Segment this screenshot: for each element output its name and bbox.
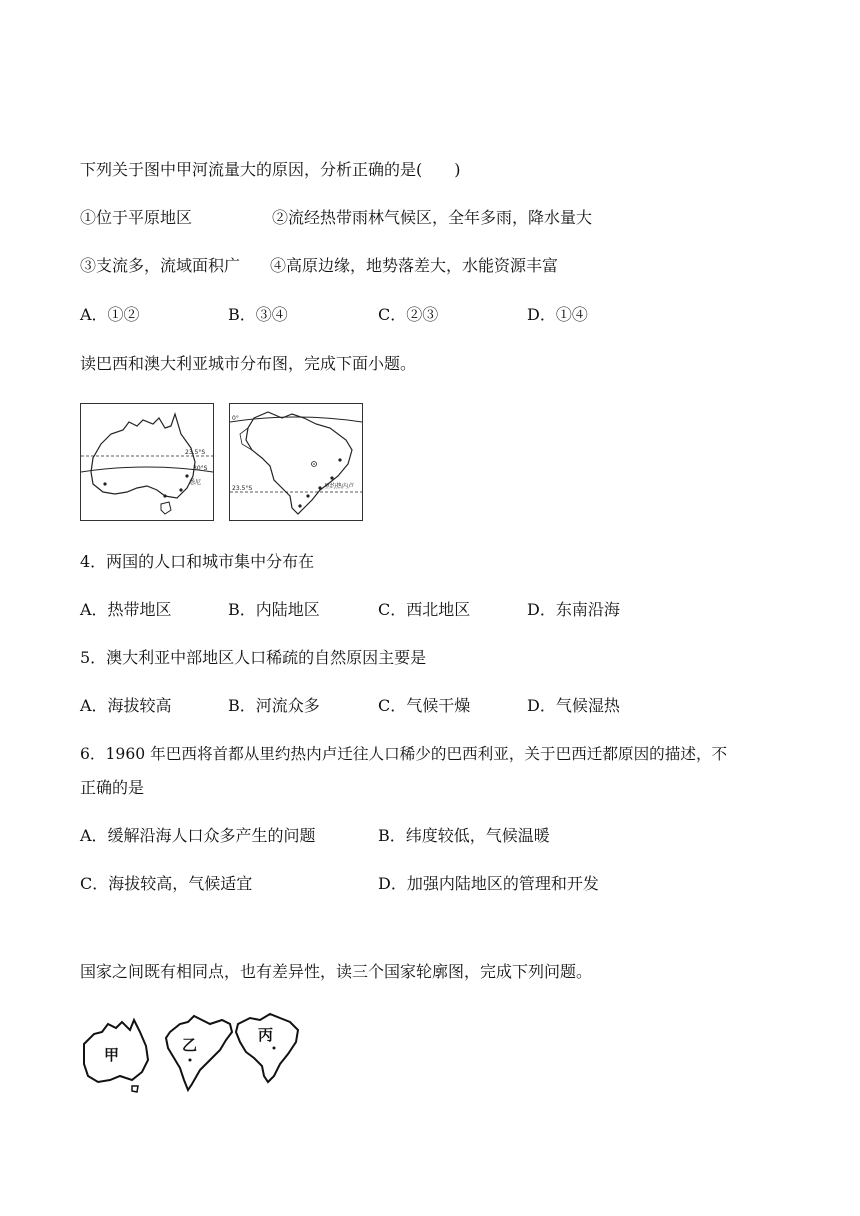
city-dot: [306, 494, 309, 497]
q6-option-a: A．缓解沿海人口众多产生的问题: [80, 826, 316, 845]
equator-label: 0°: [232, 415, 239, 422]
statement-4: ④高原边缘，地势落差大，水能资源丰富: [270, 256, 559, 275]
country-outlines-figure: [80, 1010, 310, 1094]
latitude-30-label: 30°S: [193, 465, 208, 472]
question-stem: 下列关于图中甲河流量大的原因，分析正确的是( ): [80, 160, 461, 179]
statement-1: ①位于平原地区: [80, 208, 193, 227]
city-dot: [330, 476, 333, 479]
city-dot: [189, 1059, 192, 1062]
label-jia: 甲: [104, 1046, 120, 1064]
q6-stem-line1: 6．1960 年巴西将首都从里约热内卢迁往人口稀少的巴西利亚，关于巴西迁都原因的描述，不: [80, 745, 728, 763]
city-dot: [273, 1047, 276, 1050]
option-d: D．①④: [527, 305, 588, 324]
statement-3: ③支流多，流域面积广: [80, 256, 241, 275]
equator-line: [230, 417, 362, 422]
q5-option-b: B．河流众多: [228, 696, 320, 715]
city-dot: [103, 482, 106, 485]
option-b: B．③④: [228, 305, 288, 324]
reading-intro: 读巴西和澳大利亚城市分布图，完成下面小题。: [80, 354, 417, 373]
q5-option-c: C．气候干燥: [378, 696, 471, 715]
q5-option-a: A．海拔较高: [80, 696, 172, 715]
label-bing: 丙: [258, 1026, 274, 1044]
tropic-label: 23.5°S: [185, 449, 206, 456]
q4-option-d: D．东南沿海: [527, 600, 620, 619]
q6-option-c: C．海拔较高，气候适宜: [80, 874, 253, 893]
q4-stem: 4．两国的人口和城市集中分布在: [80, 552, 315, 571]
option-a: A．①②: [80, 305, 140, 324]
city-dot: [313, 463, 315, 465]
australia-map: [80, 403, 214, 521]
city-dot: [318, 486, 321, 489]
sydney-label: 悉尼: [189, 479, 202, 486]
country-outline-bing: [236, 1014, 298, 1082]
statement-2: ②流经热带雨林气候区，全年多雨，降水量大: [272, 208, 593, 227]
q5-option-d: D．气候湿热: [527, 696, 620, 715]
q6-stem-line2: 正确的是: [80, 778, 145, 797]
city-dot: [179, 488, 182, 491]
rio-label: 里约热内卢: [324, 483, 355, 490]
brazil-map: [229, 403, 363, 521]
q5-stem: 5．澳大利亚中部地区人口稀疏的自然原因主要是: [80, 648, 427, 667]
label-yi: 乙: [182, 1036, 198, 1054]
city-dot: [298, 504, 301, 507]
q6-option-d: D．加强内陆地区的管理和开发: [378, 874, 599, 893]
q4-option-c: C．西北地区: [378, 600, 471, 619]
q4-option-a: A．热带地区: [80, 600, 172, 619]
brazil-outline: [246, 412, 355, 514]
countries-intro: 国家之间既有相同点，也有差异性，读三个国家轮廓图，完成下列问题。: [80, 962, 593, 981]
country-outline-yi: [166, 1016, 232, 1090]
city-dot: [338, 458, 341, 461]
tasmania-outline: [161, 502, 171, 514]
q6-option-b: B．纬度较低，气候温暖: [378, 826, 550, 845]
city-dot: [185, 474, 188, 477]
tropic-label: 23.5°S: [232, 485, 253, 492]
option-c: C．②③: [378, 305, 439, 324]
tasmania-outline: [132, 1086, 138, 1092]
q4-option-b: B．内陆地区: [228, 600, 320, 619]
city-dot: [163, 494, 166, 497]
